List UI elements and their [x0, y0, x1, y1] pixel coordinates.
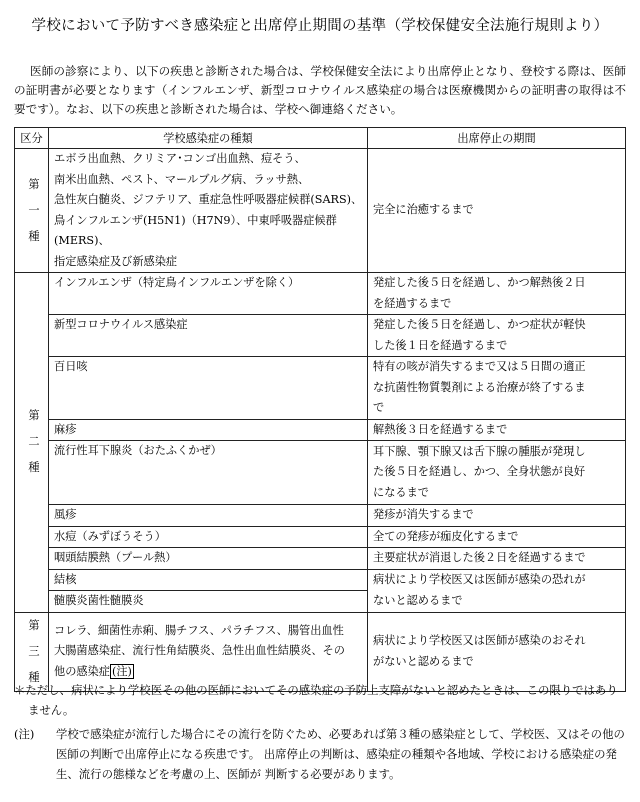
- period-cell: 特有の咳が消失するまで又は５日間の適正 な抗菌性物質製剤による治療が終了するま で: [368, 357, 626, 420]
- category-2: 第 二 種: [15, 273, 49, 613]
- period-cell: 解熱後３日を経過するまで: [368, 419, 626, 441]
- table-row: [15, 441, 626, 505]
- category-1: 第 一 種: [15, 149, 49, 273]
- disease-cell: 水痘（みずぼうそう）: [49, 526, 368, 548]
- period-cell: 発疹が消失するまで: [368, 505, 626, 527]
- intro-paragraph: 医師の診察により、以下の疾患と診断された場合は、学校保健安全法により出席停止となり、登校する際は、医師の証明書が必要となります（インフルエンザ、新型コロナウイルス感染症の場合は医療機関からの証明書の取得は不要です）。なお、以下の疾患と診断された場合は、学校へ御連絡ください。: [14, 64, 626, 116]
- table-row: [15, 419, 626, 441]
- disease-cell: インフルエンザ（特定鳥インフルエンザを除く）: [49, 273, 368, 315]
- footnote-note: (注) 学校で感染症が流行した場合にその流行を防ぐため、必要あれば第３種の感染症として、学校医、又はその他の医師の判断で出席停止になる疾患です。 出席停止の判断は、感染症の種類や各地域、学校における感染症の発生、流行の態様などを考慮の上、医師が 判断する必要があります。: [14, 724, 626, 784]
- disease-cell: 結核 髄膜炎菌性髄膜炎: [49, 569, 368, 612]
- disease-cell: 咽頭結膜熱（プール熱）: [49, 548, 368, 570]
- footnote-note-label: (注): [14, 727, 35, 741]
- header-category: 区分: [15, 128, 49, 149]
- period-cell: 主要症状が消退した後２日を経過するまで: [368, 548, 626, 570]
- disease-cell: 風疹: [49, 505, 368, 527]
- disease-cell: 麻疹: [49, 419, 368, 441]
- table-row: [15, 273, 626, 315]
- header-period: 出席停止の期間: [368, 128, 626, 149]
- infection-table: [14, 127, 626, 692]
- table-row: [15, 548, 626, 570]
- period-cell: 病状により学校医又は医師が感染の恐れが ないと認めるまで: [368, 569, 626, 612]
- period-cell: 発症した後５日を経過し、かつ解熱後２日 を経過するまで: [368, 273, 626, 315]
- disease-cell: エボラ出血熱、クリミア･コンゴ出血熱、痘そう、 南米出血熱、ペスト、マールブルグ病、ラッサ熱、 急性灰白髄炎、ジフテリア、重症急性呼吸器症候群(SARS)、 鳥インフルエンザ(H5N1)（H7N9）、中東呼吸器症候群(MERS)、 指定感染症及び新感染症: [49, 149, 368, 273]
- table-row: [15, 315, 626, 357]
- period-cell: 全ての発疹が痂皮化するまで: [368, 526, 626, 548]
- period-cell: 病状により学校医又は医師が感染のおそれ がないと認めるまで: [368, 612, 626, 691]
- disease-cell: 新型コロナウイルス感染症: [49, 315, 368, 357]
- footnote-exception: ＊ただし、病状により学校医その他の医師においてその感染症の予防上支障がないと認めたときは、この限りではありません。: [14, 683, 618, 717]
- period-cell: 発症した後５日を経過し、かつ症状が軽快 した後１日を経過するまで: [368, 315, 626, 357]
- table-row: [15, 357, 626, 420]
- disease-cell: 流行性耳下腺炎（おたふくかぜ）: [49, 441, 368, 505]
- note-marker: (注): [111, 664, 132, 678]
- header-disease: 学校感染症の種類: [49, 128, 368, 149]
- period-cell: 耳下腺、顎下腺又は舌下腺の腫脹が発現し た後５日を経過し、かつ、全身状態が良好 になるまで: [368, 441, 626, 505]
- table-row: [15, 526, 626, 548]
- footnotes: [14, 680, 626, 784]
- disease-cell: コレラ、細菌性赤痢、腸チフス、パラチフス、腸管出血性 大腸菌感染症、流行性角結膜炎、急性出血性結膜炎、その 他の感染症 (注): [49, 612, 368, 691]
- period-cell: 完全に治癒するまで: [368, 149, 626, 273]
- table-row: [15, 505, 626, 527]
- table-row: [15, 149, 626, 273]
- category-3: 第 三 種: [15, 612, 49, 691]
- table-header-row: [15, 128, 626, 149]
- table-row: [15, 569, 626, 612]
- disease-cell: 百日咳: [49, 357, 368, 420]
- page-title: 学校において予防すべき感染症と出席停止期間の基準（学校保健安全法施行規則より）: [31, 18, 609, 34]
